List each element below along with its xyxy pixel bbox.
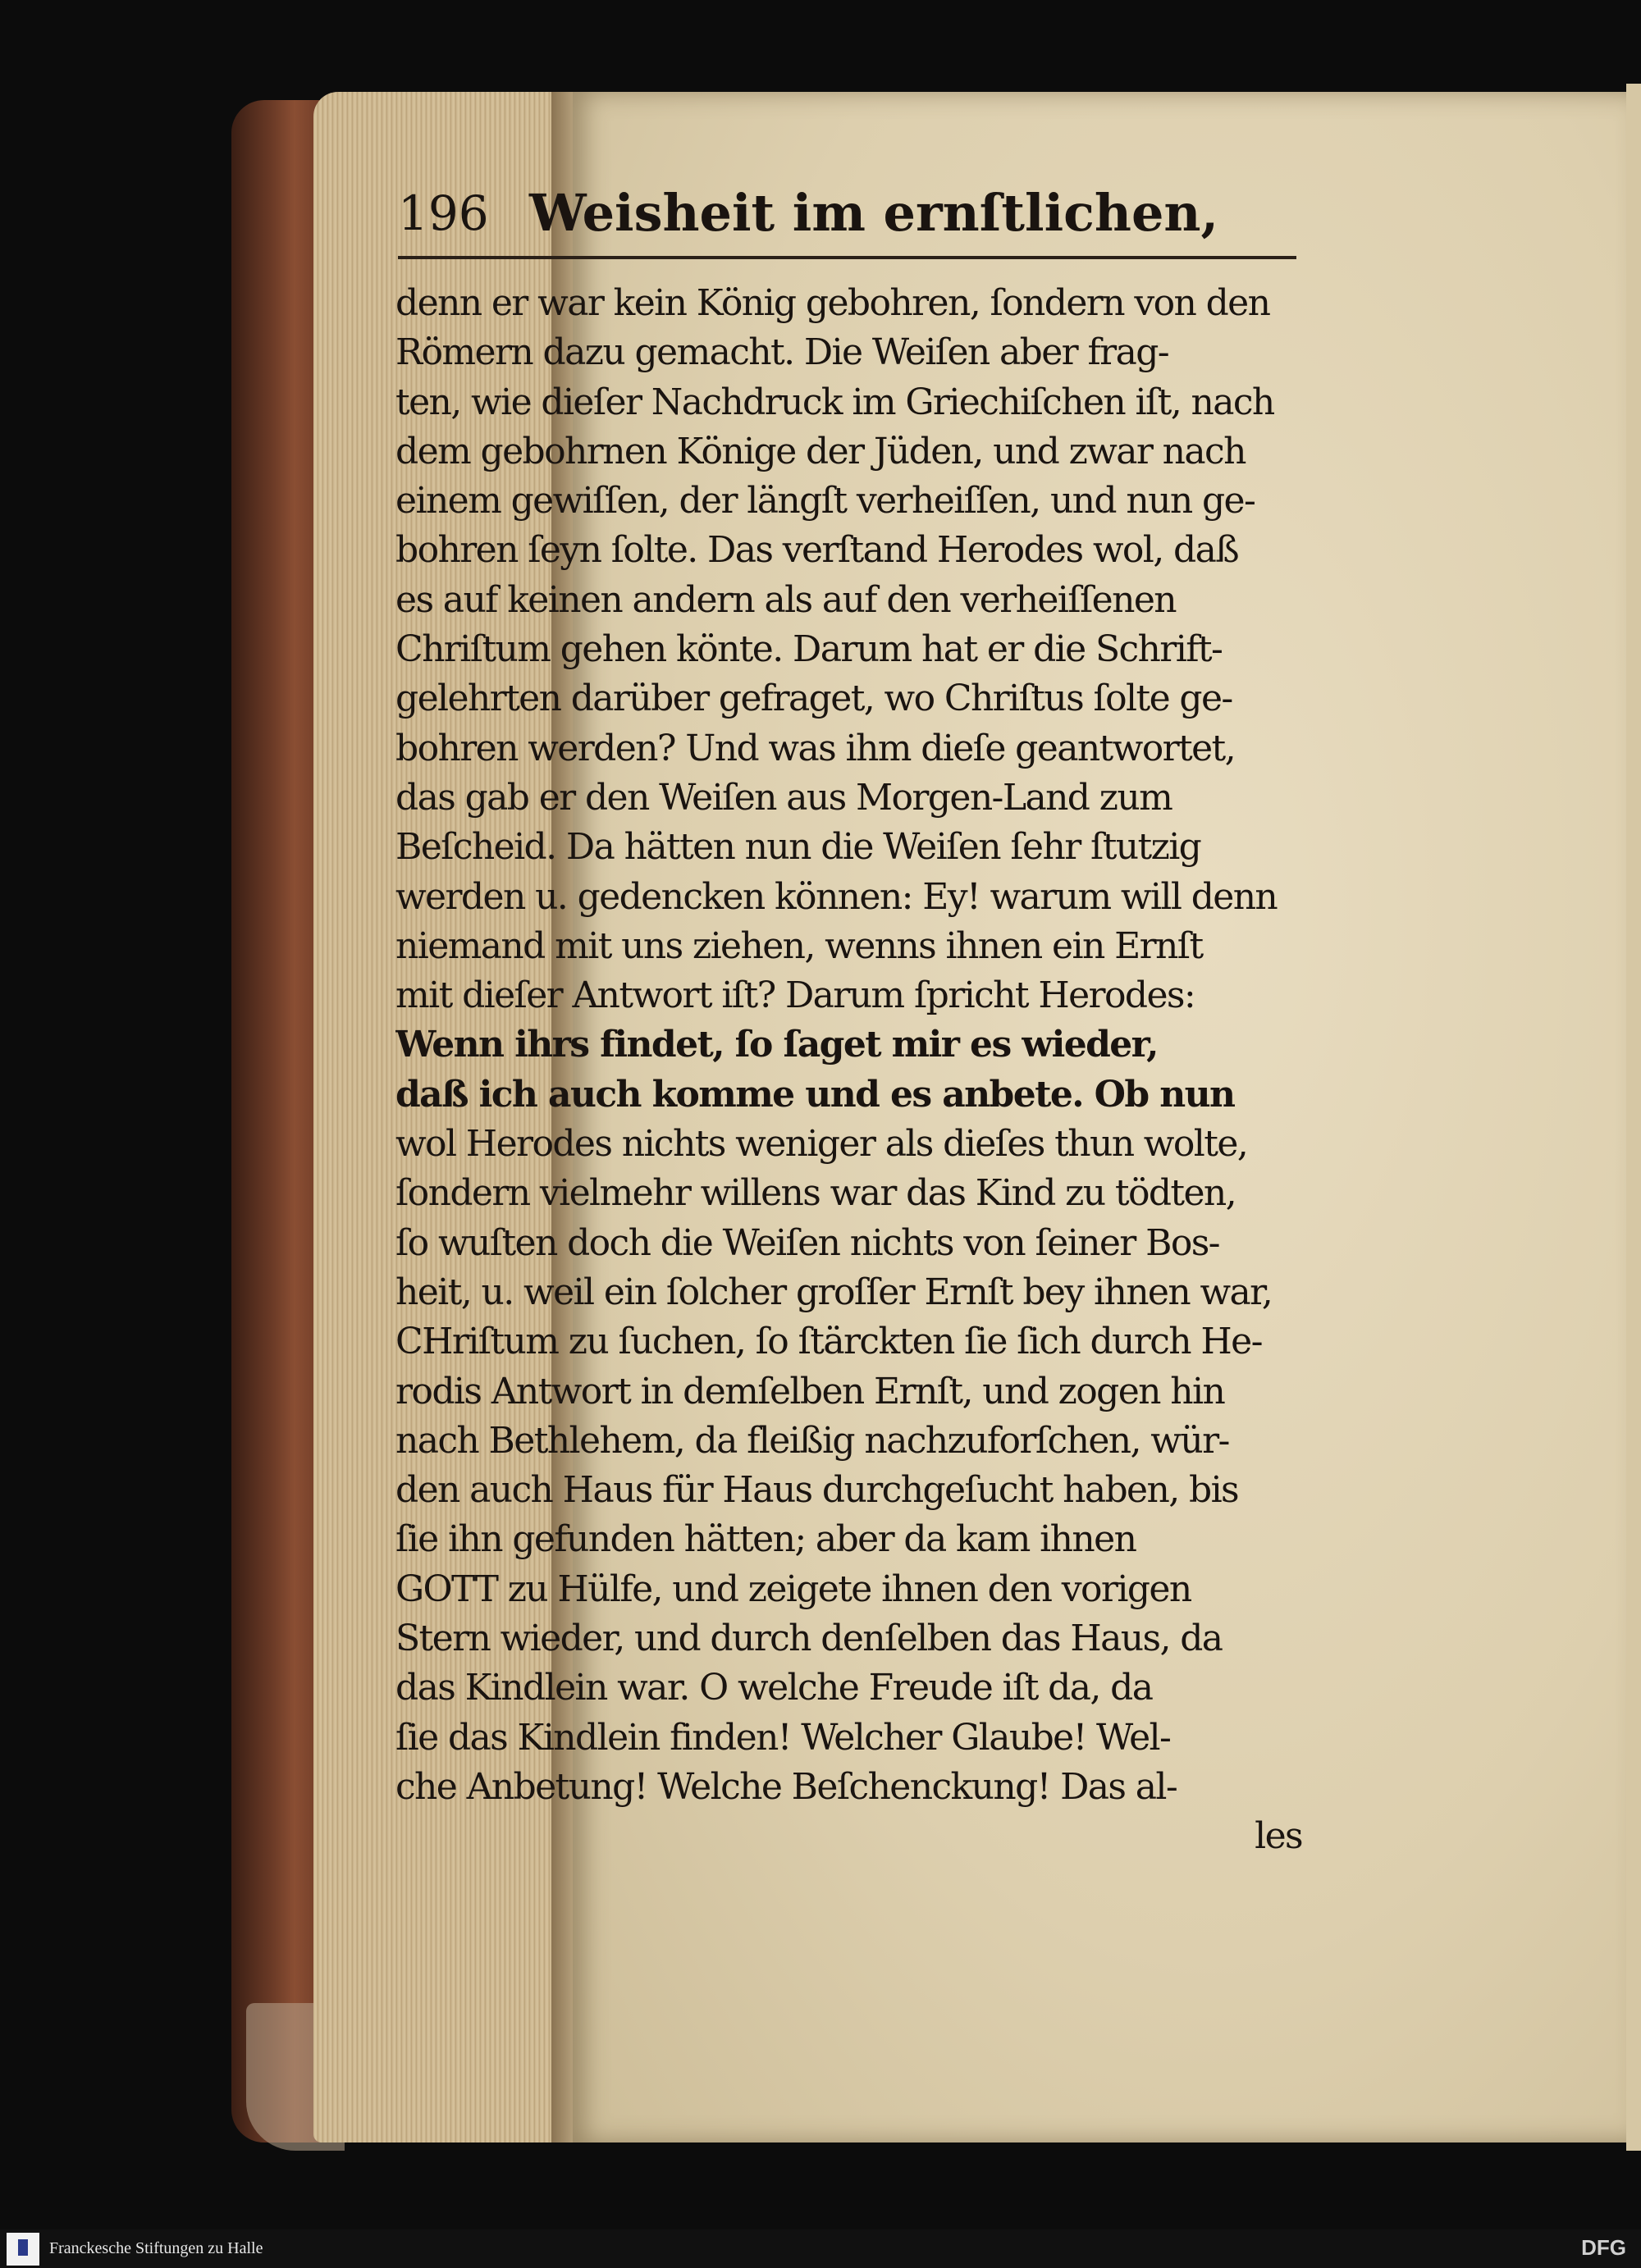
dfg-logo: DFG bbox=[1581, 2235, 1626, 2260]
text-line: das gab er den Weiſen aus Morgen-Land zum bbox=[395, 776, 1172, 819]
text-line: nach Bethlehem, da fleißig nachzuforſchen, wür- bbox=[395, 1419, 1229, 1462]
page-right-edge bbox=[1626, 84, 1641, 2151]
text-line: ſo wuſten doch die Weiſen nichts von ſeiner Bos- bbox=[395, 1221, 1219, 1264]
text-line: che Anbetung! Welche Beſchenckung! Das al- bbox=[395, 1765, 1177, 1808]
text-line: einem gewiſſen, der längſt verheiſſen, und nun ge- bbox=[395, 480, 1255, 523]
running-head: Weisheit im ernſtlichen, bbox=[529, 183, 1219, 243]
text-line: dem gebohrnen Könige der Jüden, und zwar nach bbox=[395, 430, 1246, 472]
page-header bbox=[398, 164, 1296, 262]
institution-name: Franckesche Stiftungen zu Halle bbox=[49, 2239, 263, 2257]
text-line: Römern dazu gemacht. Die Weiſen aber frag- bbox=[395, 331, 1169, 374]
text-line: Stern wieder, und durch denſelben das Haus, da bbox=[395, 1618, 1223, 1660]
text-line: den auch Haus für Haus durchgeſucht haben, bis bbox=[395, 1469, 1239, 1512]
text-line: niemand mit uns ziehen, wenns ihnen ein Ernſt bbox=[395, 924, 1203, 967]
emphasized-text-line: daß ich auch komme und es anbete. Ob nun bbox=[395, 1073, 1235, 1116]
text-line: heit, u. weil ein ſolcher groſſer Ernſt bey ihnen war, bbox=[395, 1271, 1273, 1313]
text-line: ten, wie dieſer Nachdruck im Griechiſchen iſt, nach bbox=[395, 381, 1274, 423]
catchword: les bbox=[1255, 1815, 1302, 1858]
text-line: Chriſtum gehen könte. Darum hat er die Schrift- bbox=[395, 628, 1223, 671]
page-number: 196 bbox=[398, 185, 489, 241]
header-rule bbox=[398, 256, 1296, 259]
text-line: CHriſtum zu ſuchen, ſo ſtärckten ſie ſich durch He- bbox=[395, 1321, 1262, 1363]
text-line: bohren werden? Und was ihm dieſe geantwortet, bbox=[395, 727, 1236, 769]
text-line: gelehrten darüber gefraget, wo Chriſtus ſolte ge- bbox=[395, 678, 1232, 720]
text-line: GOTT zu Hülfe, und zeigete ihnen den vorigen bbox=[395, 1568, 1191, 1610]
text-line: mit dieſer Antwort iſt? Darum ſpricht Herodes: bbox=[395, 974, 1195, 1017]
institution-logo-icon bbox=[7, 2233, 39, 2266]
text-line: ſie ihn gefunden hätten; aber da kam ihnen bbox=[395, 1518, 1136, 1561]
body-text bbox=[395, 279, 1302, 1862]
text-line: bohren ſeyn ſolte. Das verſtand Herodes wol, daß bbox=[395, 529, 1239, 572]
text-line: denn er war kein König gebohren, ſondern von den bbox=[395, 282, 1270, 324]
text-line: Beſcheid. Da hätten nun die Weiſen ſehr ſtutzig bbox=[395, 826, 1201, 869]
text-line: ſondern vielmehr willens war das Kind zu tödten, bbox=[395, 1172, 1236, 1215]
text-line: ſie das Kindlein finden! Welcher Glaube! Wel- bbox=[395, 1716, 1171, 1759]
text-line: das Kindlein war. O welche Freude iſt da, da bbox=[395, 1667, 1153, 1709]
text-line: werden u. gedencken können: Ey! warum will denn bbox=[395, 875, 1278, 918]
text-line: es auf keinen andern als auf den verheiſſenen bbox=[395, 578, 1177, 621]
emphasized-text-line: Wenn ihrs findet, ſo ſaget mir es wieder, bbox=[395, 1024, 1158, 1066]
text-line: rodis Antwort in demſelben Ernſt, und zogen hin bbox=[395, 1370, 1225, 1412]
text-line: wol Herodes nichts weniger als dieſes thun wolte, bbox=[395, 1123, 1248, 1166]
